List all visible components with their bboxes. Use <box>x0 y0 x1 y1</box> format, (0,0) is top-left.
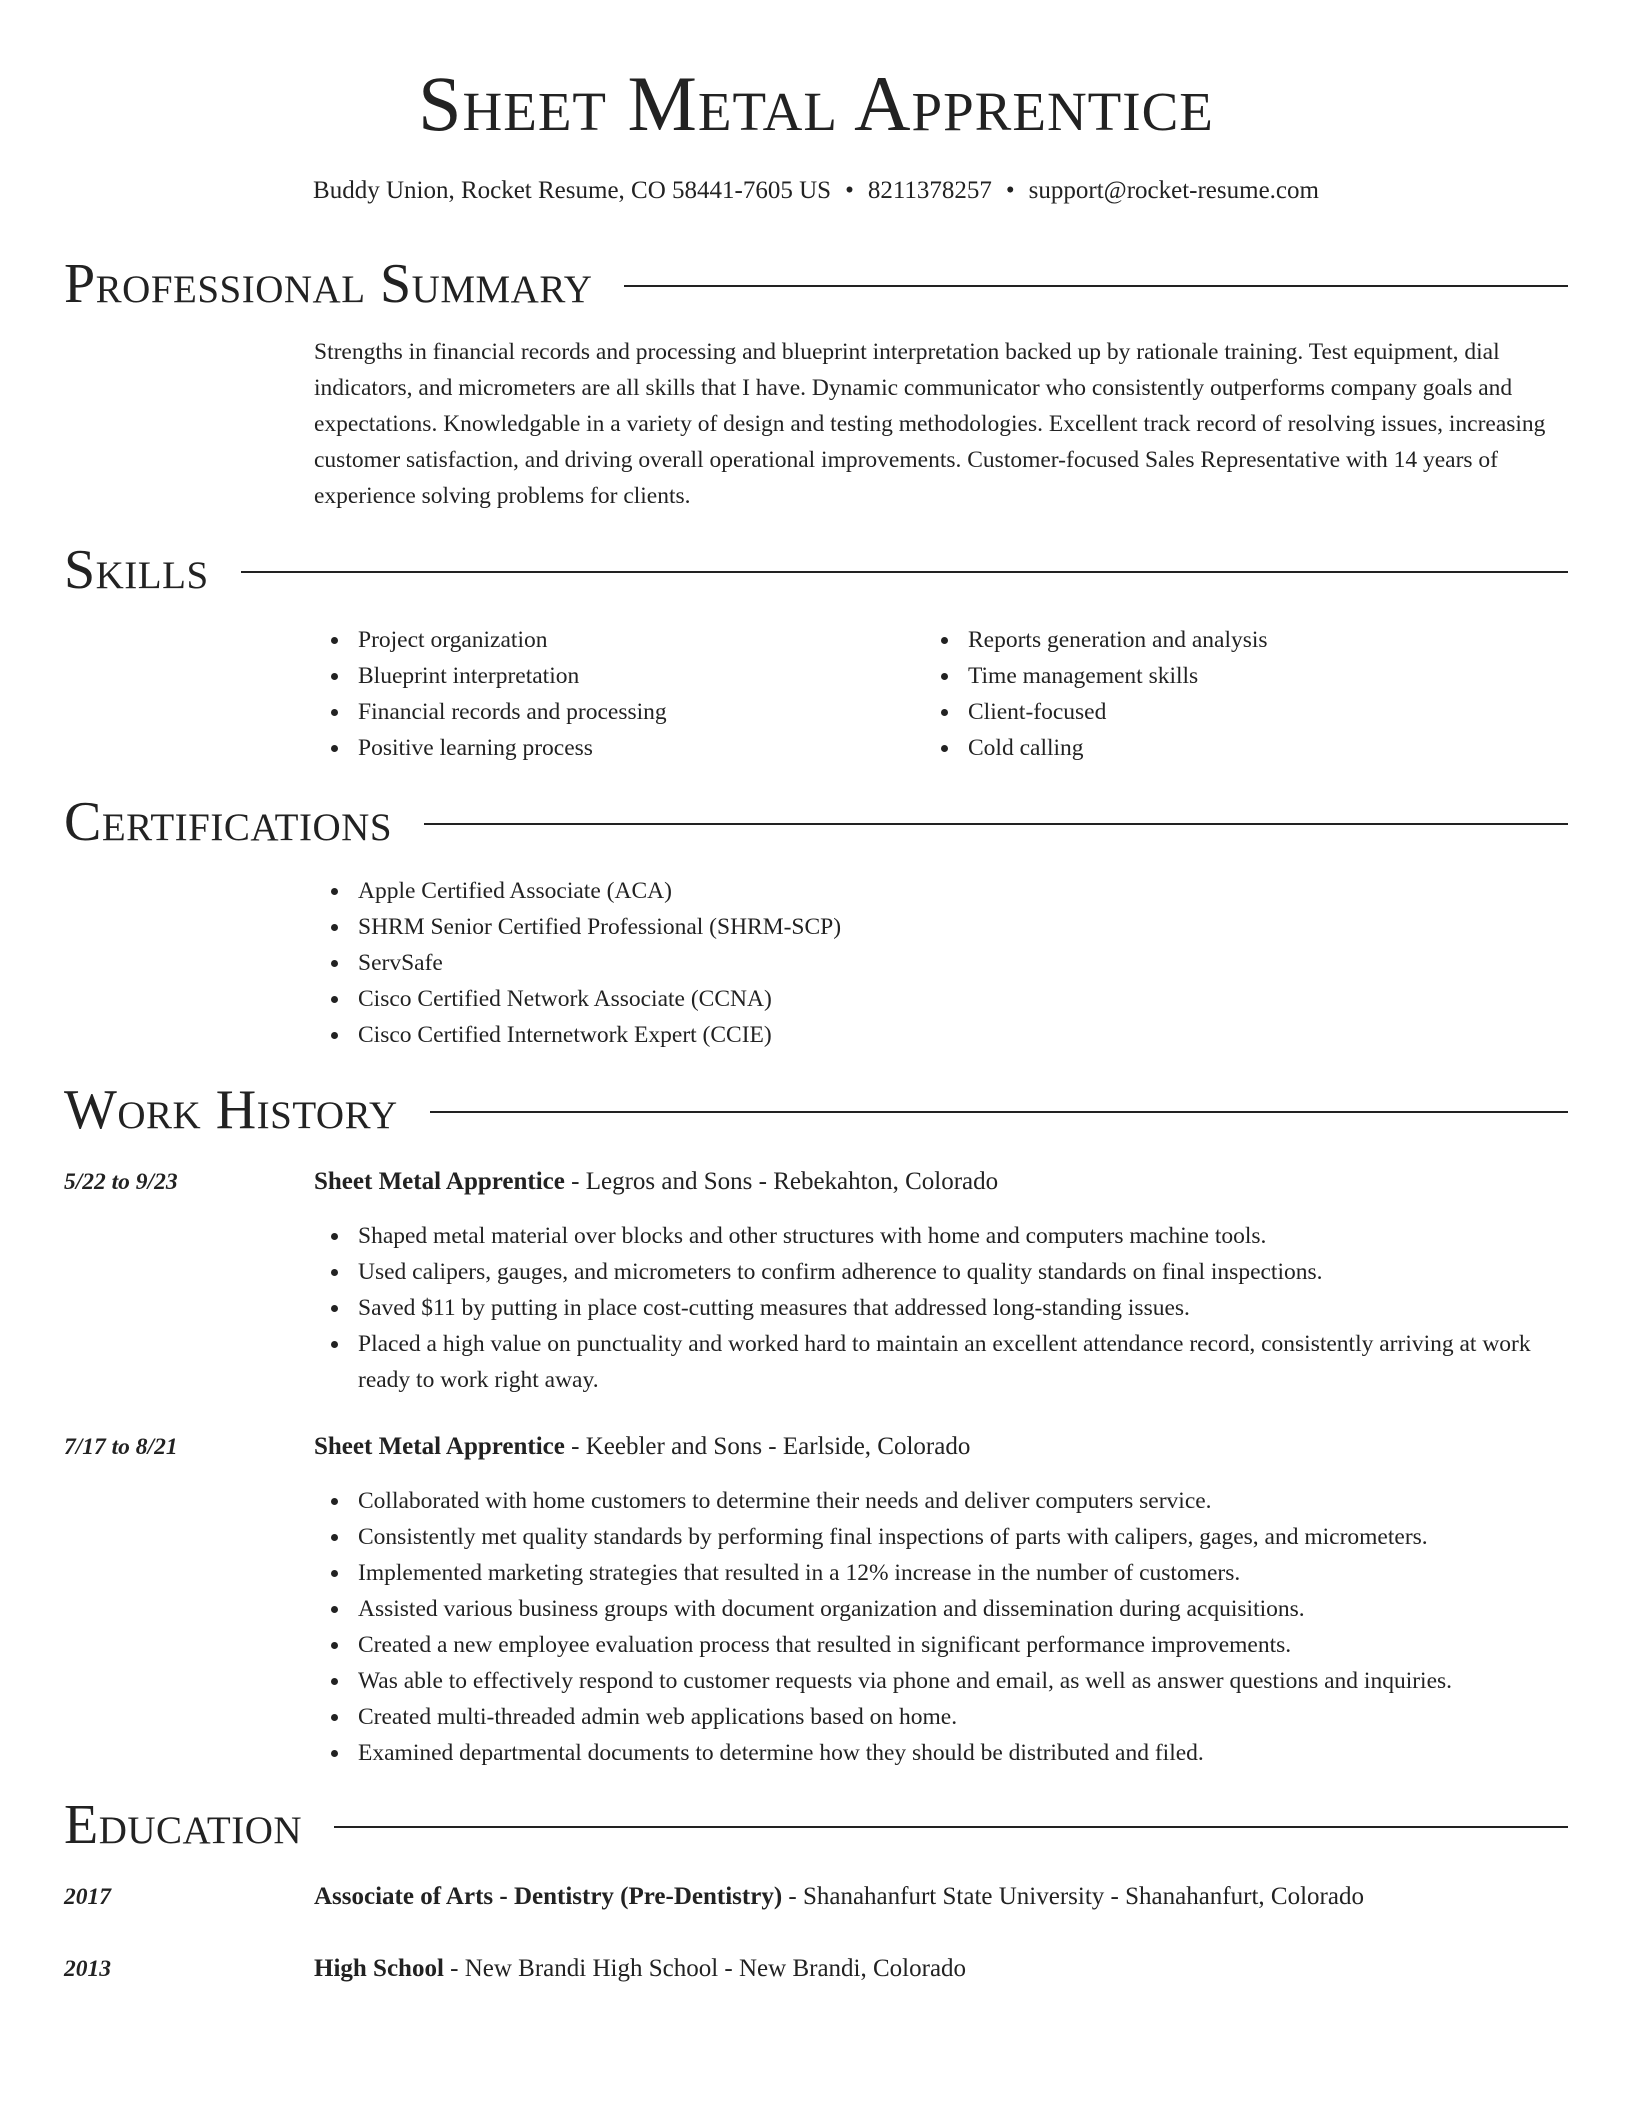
section-divider <box>241 571 1568 573</box>
contact-separator: • <box>845 177 854 204</box>
job-bullet: Consistently met quality standards by performing final inspections of parts with calipers, gages, and micrometers. <box>314 1519 1568 1555</box>
contact-email: support@rocket-resume.com <box>1028 177 1319 204</box>
skill-item: Reports generation and analysis <box>924 622 1564 658</box>
education-degree: Associate of Arts - Dentistry (Pre-Dentistry) <box>314 1883 783 1910</box>
job-bullet: Examined departmental documents to determine how they should be distributed and filed. <box>314 1735 1568 1771</box>
skills-list-right <box>924 622 1564 766</box>
certification-item: Cisco Certified Internetwork Expert (CCIE) <box>314 1017 1568 1053</box>
education-school: - Shanahanfurt State University - Shanahanfurt, Colorado <box>782 1883 1364 1910</box>
job-dates: 7/17 to 8/21 <box>64 1434 178 1460</box>
summary-heading: Professional Summary <box>64 253 593 315</box>
job-employer: - Legros and Sons - Rebekahton, Colorado <box>564 1168 999 1195</box>
job-header <box>314 1429 1568 1465</box>
job-title: Sheet Metal Apprentice <box>314 1433 565 1460</box>
job-title: Sheet Metal Apprentice <box>314 1168 565 1195</box>
job-bullet: Created multi-threaded admin web applications based on home. <box>314 1699 1568 1735</box>
section-divider <box>424 823 1568 825</box>
job-bullet: Created a new employee evaluation process that resulted in significant performance improvements. <box>314 1627 1568 1663</box>
work-section-header <box>64 1078 1568 1142</box>
certifications-list <box>314 873 1568 1053</box>
certification-item: Apple Certified Associate (ACA) <box>314 873 1568 909</box>
certifications-heading: Certifications <box>64 791 393 853</box>
job-bullets <box>314 1218 1568 1398</box>
section-divider <box>624 285 1568 287</box>
education-entry <box>314 1951 1568 1987</box>
certifications-section-header <box>64 790 1568 854</box>
section-divider <box>430 1111 1568 1113</box>
skill-item: Positive learning process <box>314 730 924 766</box>
job-bullet: Shaped metal material over blocks and other structures with home and computers machine tools. <box>314 1218 1568 1254</box>
job-dates: 5/22 to 9/23 <box>64 1169 178 1195</box>
skill-item: Financial records and processing <box>314 694 924 730</box>
job-bullet: Placed a high value on punctuality and worked hard to maintain an excellent attendance record, consistently arriving at work ready to work right away. <box>314 1326 1568 1398</box>
contact-line <box>64 174 1568 208</box>
education-heading: Education <box>64 1794 303 1856</box>
job-bullet: Saved $11 by putting in place cost-cutting measures that addressed long-standing issues. <box>314 1290 1568 1326</box>
job-bullet: Implemented marketing strategies that resulted in a 12% increase in the number of customers. <box>314 1555 1568 1591</box>
summary-text: Strengths in financial records and processing and blueprint interpretation backed up by rationale training. Test equipment, dial indicators, and micrometers are all skills that I have. Dynamic communicator who consistently outperforms company goals and expectations. Knowledgable in a variety of design and testing methodologies. Excellent track record of resolving issues, increasing customer satisfaction, and driving overall operational improvements. Customer-focused Sales Representative with 14 years of experience solving problems for clients. <box>314 339 1546 509</box>
summary-section-header <box>64 252 1568 316</box>
job-bullet: Assisted various business groups with document organization and dissemination during acquisitions. <box>314 1591 1568 1627</box>
education-year: 2017 <box>64 1884 111 1910</box>
job-bullet: Collaborated with home customers to determine their needs and deliver computers service. <box>314 1483 1568 1519</box>
education-entry <box>314 1879 1568 1915</box>
education-degree: High School <box>314 1955 444 1982</box>
job-bullet: Used calipers, gauges, and micrometers to confirm adherence to quality standards on final inspections. <box>314 1254 1568 1290</box>
resume-title: Sheet Metal Apprentice <box>418 60 1214 147</box>
contact-separator: • <box>1005 177 1015 204</box>
skills-heading: Skills <box>64 539 209 601</box>
certification-item: ServSafe <box>314 945 1568 981</box>
job-bullets <box>314 1483 1568 1771</box>
job-header <box>314 1164 1568 1200</box>
certification-item: SHRM Senior Certified Professional (SHRM-SCP) <box>314 909 1568 945</box>
education-school: - New Brandi High School - New Brandi, Colorado <box>443 1955 967 1982</box>
education-section-header <box>64 1793 1568 1857</box>
job-employer: - Keebler and Sons - Earlside, Colorado <box>564 1433 971 1460</box>
skills-list-left <box>314 622 924 766</box>
certification-item: Cisco Certified Network Associate (CCNA) <box>314 981 1568 1017</box>
skill-item: Client-focused <box>924 694 1564 730</box>
education-year: 2013 <box>64 1956 111 1982</box>
contact-address: Buddy Union, Rocket Resume, CO 58441-7605 US <box>313 177 832 204</box>
skill-item: Blueprint interpretation <box>314 658 924 694</box>
section-divider <box>334 1826 1568 1828</box>
skill-item: Project organization <box>314 622 924 658</box>
job-bullet: Was able to effectively respond to customer requests via phone and email, as well as answer questions and inquiries. <box>314 1663 1568 1699</box>
skill-item: Time management skills <box>924 658 1564 694</box>
contact-phone: 8211378257 <box>867 177 992 204</box>
work-heading: Work History <box>64 1079 398 1141</box>
skill-item: Cold calling <box>924 730 1564 766</box>
skills-section-header <box>64 538 1568 602</box>
